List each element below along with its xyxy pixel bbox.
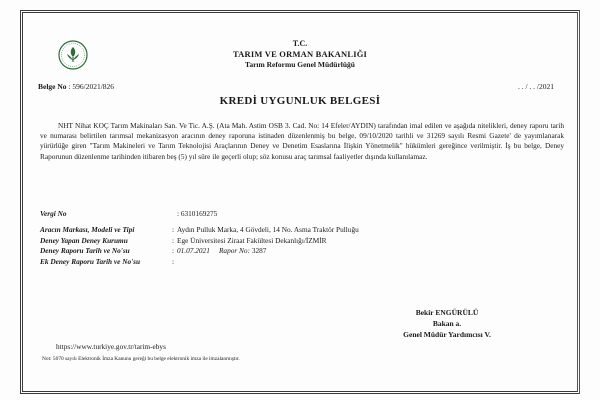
signatory-title: Bakan a.	[432, 319, 462, 328]
belge-no	[38, 82, 114, 91]
header-ministry: TARIM VE ORMAN BAKANLIĞI	[232, 49, 368, 59]
document-date: . . / . . /2021	[517, 82, 554, 91]
header-directorate: Tarım Reformu Genel Müdürlüğü	[245, 60, 355, 69]
field-label: Aracın Markası, Modeli ve Tipi	[40, 225, 135, 234]
footer-note: Not: 5070 sayılı Elektronik İmza Kanunu gereği bu belge elektronik imza ile imzalanmıştır.	[42, 356, 240, 362]
field-label: Vergi No	[40, 209, 67, 218]
report-no: 3287	[251, 246, 267, 255]
field-value: : 6310169275	[177, 209, 218, 218]
document-title: KREDİ UYGUNLUK BELGESİ	[219, 95, 381, 107]
belge-no-value: : 596/2021/826	[68, 82, 115, 91]
report-no-label: Rapor No:	[218, 246, 250, 255]
report-date: 01.07.2021	[177, 246, 210, 255]
field-value: Aydın Pulluk Marka, 4 Gövdeli, 14 No. Asma Traktör Pulluğu	[177, 225, 359, 234]
field-label: Ek Deney Raporu Tarih ve No'su	[40, 257, 141, 266]
body-paragraph: NHT Nihat KOÇ Tarım Makinaları San. Ve Tic. A.Ş. (Ata Mah. Astim OSB 3. Cad. No: 14 Efeler/AYDIN) tarafından imal edilen ve aşağıda nitelikleri, deney raporu tarih ve numarası belirtilen tarımsal mekanizasyon aracının deney raporuna istinaden düzenlenmiş bu belge, 09/10/2020 tarihli ve 31269 sayılı Resmi Gazete' de yayımlanarak yürürlüğe giren "Tarım Makineleri ve Tarım Teknolojisi Araçlarının Deney ve Denetim Esaslarına İlişkin Yönetmelik" hükümleri gereğince verilmiştir. İş bu belge, Deney Raporunun düzenlenme tarihinden itibaren beş (5) yıl süre ile geçerli olup; söz konusu araç tarımsal faaliyetler dışında kullanılamaz.	[40, 121, 564, 161]
field-label: Deney Raporu Tarih ve No'su	[40, 246, 130, 255]
header-tc: T.C.	[292, 39, 308, 48]
field-value	[177, 246, 266, 255]
field-value: Ege Üniversitesi Ziraat Fakültesi Dekanlığı/İZMİR	[177, 236, 327, 245]
verification-url[interactable]: https://www.turkiye.gov.tr/tarim-ebys	[56, 342, 166, 351]
document-page: T.C. TARIM VE ORMAN BAKANLIĞI Tarım Reformu Genel Müdürlüğü Belge No : 596/2021/826 . . / . . /2021 KREDİ UYGUNLUK BELGESİ NHT Nihat KOÇ Tarım Makinaları San. Ve Tic. A.Ş. (Ata Mah. Astim OSB 3. Cad. No: 14 Efeler/AYDIN) tarafından imal edilen ve aşağıda nitelikleri, deney raporu tarih ve numarası belirtilen tarımsal mekanizasyon aracının deney raporuna istinaden düzenlenmiş bu belge, 09/10/2020 tarihli ve 31269 sayılı Resmi Gazete' de yayımlanarak yürürlüğe giren "Tarım Makineleri ve Tarım Teknolojisi Araçlarının Deney ve Denetim Esaslarına İlişkin Yönetmelik" hükümleri gereğince verilmiştir. İş bu belge, Deney Raporunun düzenlenme tarihinden itibaren beş (5) yıl süre ile geçerli olup; söz konusu araç tarımsal faaliyetler dışında kullanılamaz. Vergi No : 6310169275 Aracın Markası, Modeli ve Tipi : Aydın Pulluk Marka, 4 Gövdeli, 14 No. Asma Traktör Pulluğu Deney Yapan Deney Kurumu : Ege Üniversitesi Ziraat Fakültesi Dekanlığı/İZMİR Deney Raporu Tarih ve No'su : 01.07.2021 Rapor No: 3287 Ek Deney Raporu Tarih ve No'su : Bekir ENGÜRÜLÜ Bakan a. Genel Müdür Yardımcısı V. https://www.turkiye.gov.tr/tarim-ebys Not: 5070 sayılı Elektronik İmza Kanunu gereği bu belge elektronik imza ile imzalanmıştır.	[0, 0, 600, 400]
signatory-name: Bekir ENGÜRÜLÜ	[415, 308, 479, 317]
field-label: Deney Yapan Deney Kurumu	[40, 236, 128, 245]
belge-no-label: Belge No	[38, 82, 67, 91]
signatory-position: Genel Müdür Yardımcısı V.	[403, 330, 491, 339]
